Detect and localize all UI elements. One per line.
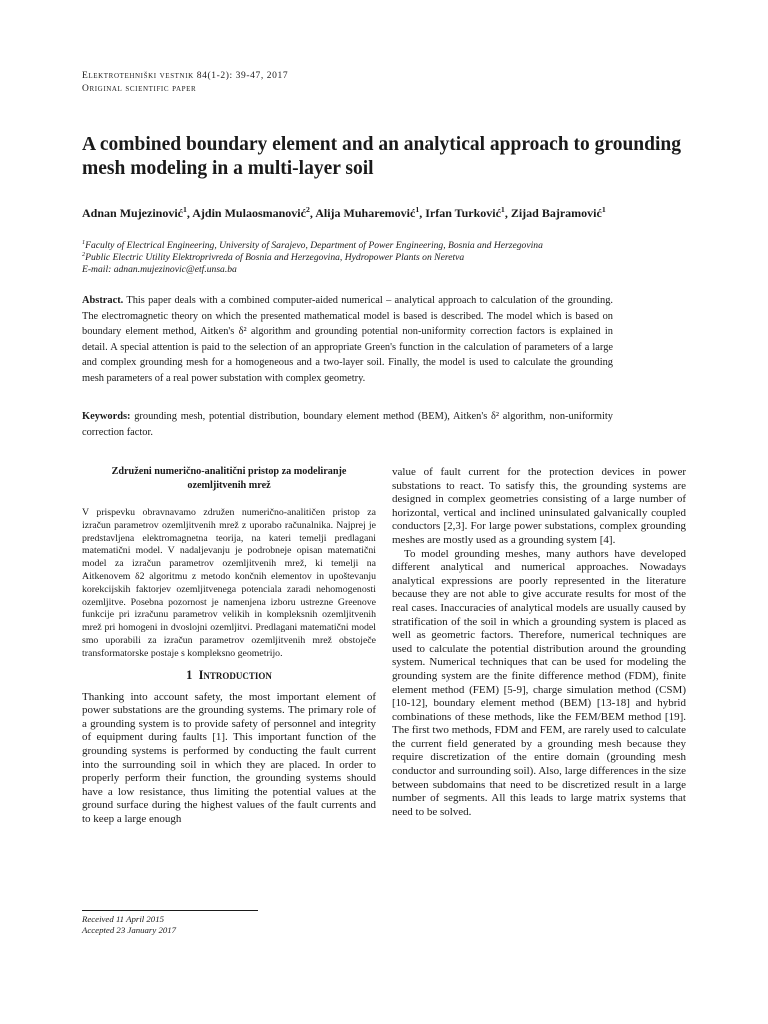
affiliation-2-sup: 2 <box>82 250 86 258</box>
abstract-label: Abstract. <box>82 295 124 306</box>
journal-citation: Elektrotehniški vestnik 84(1-2): 39-47, 2017 <box>82 71 289 81</box>
affiliations <box>82 240 682 276</box>
intro-paragraph-2: To model grounding meshes, many authors have developed different analytical and numerical approaches. Nowadays analytical expressions are poorly represented in the literature because they are not able to give accurate results for most of the real cases. Inaccuracies of analytical models are usually caused by stratification of the soil in which a grounding system is placed as well as geometric factors. Therefore, numerical techniques are used to calculate the potential distribution around the grounding system. Numerical techniques that can be used for modeling the grounding system are the finite difference method (FDM), finite element method (FEM) [5-9], charge simulation method (CSM) [10-12], boundary element method (BEM) [13-18] and hybrid combinations of these methods, like the FEM/BEM method [19]. The first two methods, FDM and FEM, are rarely used to calculate the current field generated by a grounding mesh because they require discretization of the entire domain (grounding mesh conductor and surrounding soil). Also, large differences in the size between subdomains that need to be discretized result in a large number of segments. All this leads to large matrix systems that need to be solved. <box>392 547 686 818</box>
journal-header <box>82 70 288 96</box>
affiliation-1-text: Faculty of Electrical Engineering, University of Sarajevo, Department of Power Engineering, Bosnia and Herzegovina <box>85 240 543 251</box>
footnote-rule <box>82 910 258 911</box>
intro-paragraph-1-continued: value of fault current for the protection devices in power substations to react. To satisfy this, the grounding systems are designed in complex geometries consisting of a large number of horizontal, vertical and inclined uninsulated galvanically coupled conductors [2,3]. For large power substations, complex grounding meshes are mostly used as a grounding system [4]. <box>392 466 686 546</box>
abstract <box>82 293 613 387</box>
affiliation-2 <box>82 252 682 264</box>
keywords <box>82 409 613 440</box>
author-affiliation-sup: 2 <box>305 205 310 214</box>
accepted-date: Accepted 23 January 2017 <box>82 925 177 935</box>
author-name: Adnan Mujezinović <box>82 206 184 220</box>
affiliation-2-text: Public Electric Utility Elektroprivreda of Bosnia and Herzegovina, Hydropower Plants on Neretva <box>85 252 465 263</box>
author-affiliation-sup: 1 <box>415 205 420 214</box>
author-affiliation-sup: 1 <box>601 205 606 214</box>
slovene-title: Združeni numerično-analitični pristop za modeliranje ozemljitvenih mrež <box>111 466 347 491</box>
contact-email: E-mail: adnan.mujezinovic@etf.unsa.ba <box>82 264 237 275</box>
author-affiliation-sup: 1 <box>500 205 505 214</box>
slovene-abstract: V prispevku obravnavamo združen numerično-analitičen pristop za izračun parametrov ozemljitvenih mrež z uporabo računalnika. Najprej je predstavljena elektromagnetna teorija, na kateri temelji predlagani matematični model. V nadaljevanju je podrobneje opisan matematični model za izračun parametrov ozemljitvenih mrež, ki temelji na Aitkenovem δ2 algoritmu z metodo končnih elementov in upoštevanju korekcijskih faktorjev ozemljitvenega potenciala zaradi nehomogenosti ozemljitve. Posebna pozornost je namenjena izboru ustrezne Greenove funkcije pri izračunu parametrov velikih in kompleksnih ozemljitvenih mrež pri homogeni in dvoslojni ozemljitvi. Predlagani matematični model smo uporabili za izračun parametrov ozemljitvenih mrež obstoječe transformatorske postaje s kompleksno geometrijo. <box>82 507 376 659</box>
author-affiliation-sup: 1 <box>183 205 187 214</box>
intro-paragraph-1: Thanking into account safety, the most important element of power substations are the grounding systems. The primary role of a grounding system is to provide safety of personnel and integrity of equipment during faults [1]. This important function of the grounding systems is performed by conducting the fault current into the surrounding soil in which they are placed. In order to properly perform their function, the grounding systems should have a low resistance, thus limiting the potential values at the ground surface during the highest values of the fault currents and to keep a large enough <box>82 690 376 825</box>
section-heading-introduction <box>82 667 376 683</box>
keywords-label: Keywords: <box>82 411 131 422</box>
received-date: Received 11 April 2015 <box>82 914 164 924</box>
affiliation-1 <box>82 240 682 252</box>
section-title: Introduction <box>198 667 272 682</box>
keywords-text: grounding mesh, potential distribution, boundary element method (BEM), Aitken's δ² algorithm, non-uniformity correction factor. <box>82 411 613 438</box>
affiliation-1-sup: 1 <box>82 238 86 246</box>
submission-dates <box>82 914 176 936</box>
right-column <box>392 466 686 819</box>
author-list: Adnan Mujezinović$^1$, Ajdin Mulaosmanović$^2$, Alija Muharemović$^1$, Irfan Turković$^1$, Zijad Bajramović$^1$ <box>82 205 606 220</box>
author-name: Alija Muharemović <box>315 206 416 220</box>
paper-title: A combined boundary element and an analytical approach to grounding mesh modeling in a multi-layer soil <box>82 134 682 179</box>
paper-type: Original scientific paper <box>82 84 197 94</box>
author-name: Ajdin Mulaosmanović <box>192 206 306 220</box>
section-number: 1 <box>186 667 193 682</box>
abstract-text: This paper deals with a combined computer-aided numerical – analytical approach to calculation of the grounding. The electromagnetic theory on which the presented mathematical model is based is described. The model which is based on boundary element method, Aitken's δ² algorithm and grounding potential non-uniformity correction factors is explained in detail. A special attention is paid to the selection of an appropriate Green's function in the calculation of parameters of a large and complex grounding mesh for a homogeneous and a two-layer soil. Finally, the model is used to calculate the grounding mesh parameters of a real power substation with complex geometry. <box>82 295 613 384</box>
author-name: Zijad Bajramović <box>510 206 602 220</box>
author-name: Irfan Turković <box>425 206 501 220</box>
left-column <box>82 465 376 827</box>
